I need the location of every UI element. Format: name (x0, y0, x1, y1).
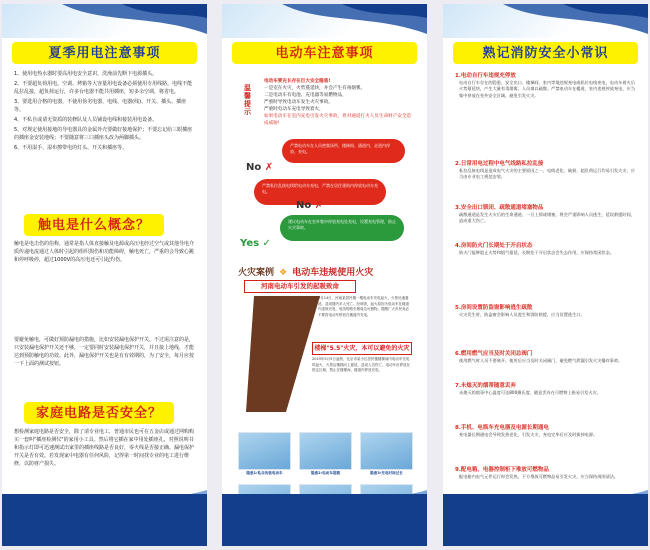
intro-line: 严重时导致电动车发生火灾事故。 (264, 100, 333, 105)
advice-bubble: 建议电动车在室外集中停放充电处充电，设置充电管理，防止火灾事故。 (280, 215, 404, 241)
list-item: 3、要选用合格的电器，不使用伪劣电器、电线、电器(线)、开关、插头、插座等。 (14, 99, 187, 113)
panel-ebike (222, 4, 427, 546)
hazard-thumb: 隐患2:电动车超载 (299, 432, 352, 480)
safety-section: 2.日常用电过程中电气线路私拉乱接 私拉乱接电线是造成电气火灾的主要原因之一，电线老化、破损、超负荷运行均易引发火灾，应当由专业电工规范安装。 (455, 161, 635, 180)
safety-section: 3.安全出口锁闭、疏散通道堵塞物品 疏散通道是发生火灾后的生命通道，一旦上锁或堵塞，将会严重影响人员逃生，延误救援时间，造成重大伤亡。 (455, 205, 635, 224)
flame-icon: ❖ (279, 268, 288, 278)
hazard-photo (238, 432, 291, 470)
safety-section: 6.燃用燃气应当及时关闭总阀门 使用燃气时人员不要离开，使用后应当及时关闭阀门，避免燃气泄漏引发火灾爆炸事故。 (455, 351, 623, 363)
case-text-2: 2019年5月5日凌晨，北京市某小区居民楼楼梯间内电动车充电时起火，火势沿楼梯向上蔓延，造成人员伤亡。电动车应停放在指定区域，禁止在楼梯间、楼道内停放充电。 (312, 357, 410, 373)
safety-section: 7.未熄灭的烟蒂随意丢弃 未熄灭的烟蒂中心温度可达800摄氏度，随意丢弃在可燃物上极易引发火灾。 (455, 383, 601, 395)
list-item: 2、不要超负荷用电。空调、烤箱等大容量用电设备必须使用专用线路。电线不能乱拉乱接，超负荷运行，许多台电器不能共用插座，短多余空调，将省电。 (14, 81, 193, 95)
panel-summer-electricity (2, 4, 207, 546)
intro-block (264, 78, 412, 127)
list-item: 4、不私自或请无资质的装修队及人员铺设电线和接装用电设备。 (14, 117, 158, 123)
bottom-band (222, 494, 427, 546)
wave-decoration (443, 4, 648, 38)
list-item: 1、使用电热水器时要高用电安全意识，洗澡前先断下电源插头。 (14, 71, 158, 77)
shock-text: 触电是电击伤的俗称，通常是指人体直接触及电源或高压电经过空气或其他导电介质传递电流通过人体时引起的组织损伤和功能障碍，触电死亡，严重的会导致心跳和停呼吸停，超过1000V的高压电还可引起灼伤。 (14, 241, 195, 263)
no-mark-1: No ✗ (246, 162, 274, 173)
safety-section: 4.房间防火门长期处于开启状态 防火门能够阻止火势和烟气蔓延，长期处于开启状态会失去作用，应保持常闭状态。 (455, 243, 614, 255)
shock-title: 触电是什么概念？ (24, 214, 164, 236)
warning-bubble-2: 严禁私拉乱接电线给电动车充电，严禁在居住建筑内停放电动车充电。 (254, 179, 386, 205)
safety-section: 8.手机、电瓶车充电器及电源长期通电 充电器长期通电会导致发热老化，引发火灾，充电完毕后应及时拔掉电源。 (455, 425, 598, 437)
case-banner-shape (246, 296, 320, 412)
bottom-band (443, 494, 648, 546)
no-mark-2: No ✗ (296, 200, 324, 211)
wave-decoration (2, 4, 207, 38)
case-title (238, 260, 414, 276)
cross-icon: ✗ (264, 162, 274, 173)
yes-mark: Yes ✓ (240, 238, 271, 249)
safety-section: 1.电动自行车违规充停放 电动自行车存在的隐患，安全出口、楼梯间、室内等地违规充电或私拉电线充电，电动车着火后火势蔓延快，产生大量有毒烟雾，人员难以疏散。严禁电动车在楼道、室内违规停放充电，应当集中停放在室外安全区域，避免引发火灾。 (455, 73, 635, 98)
summer-items (14, 70, 195, 154)
bottom-band (2, 494, 207, 546)
check-icon: ✓ (262, 238, 271, 249)
list-item: 5、对规定使用接地的导电器具的金属外壳要做好接地保护；不要忘记给三眼插座的插座金安装地线；不要随意将三口插座头改为两脚插头。 (14, 127, 193, 141)
home-text: 想检测家庭电路是否安全，除了请专业电工，普通市民也可在五金店或通过网购购买一套叫"插座检测仪"的家用小工具。然后将它插在家中用处插座孔，对照说明书和指示灯即可迅速测试出家里的插座线路是否良好，零火线是否接正确、漏电保护开关是否有效。若发现家中电器有任何风险，记得第一时间找专业的电工进行维修，以防财产损失。 (14, 429, 195, 467)
safety-section: 9.配电箱、电器控制柜下堆放可燃物品 配电箱内电气元件运行时会发热，下方堆放可燃物品易引发火灾，应当保持周围清洁。 (455, 467, 619, 479)
safety-section: 5.房间设置防盗窗影响逃生疏散 火灾发生时，防盗窗会影响人员逃生和消防救援，应当设置逃生口。 (455, 305, 585, 317)
warning-bubble-1: 严禁电动车在人员密集场所、楼梯间、通道内、走道内停放、充电。 (282, 139, 405, 163)
case-text-1: 2月14日，河南某居民楼一楼电动车充电起火，火势迅速蔓延，造成楼内多人死亡。经调查，起火原因为电动车在楼道内违规充电，电线短路引燃周边可燃物。提醒广大市民务必不要将电动车停放在楼道内充电。 (318, 296, 409, 317)
panel-fire-safety (443, 4, 648, 546)
intro-line: 如果电动车在室内充电引发火灾事故，将对通道打火人员生命财产安全造成威胁! (264, 114, 412, 126)
hazard-thumb: 隐患3:充电时间过长 (360, 432, 413, 480)
cross-icon: ✗ (314, 200, 324, 211)
intro-line: 严重时电动车充电导致着火， (264, 107, 324, 112)
page-title: 熟记消防安全小常识 (453, 42, 638, 64)
case-prefix: 火灾案例 (238, 268, 275, 278)
wave-decoration (222, 4, 427, 38)
case-title-text: 电动车违规使用火灾 (292, 268, 374, 278)
home-title: 家庭电路是否安全？ (24, 402, 174, 424)
hazard-photo (360, 432, 413, 470)
hazard-photo (299, 432, 352, 470)
leak-text: 要避免触电，可做好预防漏电的措施，比如安装漏电保护开关。不过需注意的是，只安装漏电保护开关还不够，一定要同时安装漏电保护开关，并且接上地线，才能达到预防触电的功效。此外，漏电保护开关也是有有效期的，为了安全，每月应按一下上面的测试按钮。 (14, 337, 195, 367)
case-subtitle-1: 河南电动车引发的起吸致命 (244, 280, 356, 293)
intro-line: 一是室在火灾，火势蔓延快，并会产生有毒烟雾。 (264, 86, 366, 91)
page-title: 夏季用电注意事项 (12, 42, 197, 64)
case-subtitle-2: 楼梯"5.5"火灾，本可以避免的火灾 (312, 342, 412, 355)
hazard-thumb: 隐患1:私自改装电动车 (238, 432, 291, 480)
page-title: 电动车注意事项 (232, 42, 417, 64)
intro-head: 电动车要充长存在巨大安全隐患! (264, 79, 331, 84)
intro-line: 二是电动车有电池、充电器等易燃物品， (264, 93, 347, 98)
list-item: 6、不用湿手、湿布擦带电的灯头、开关和插座等。 (14, 145, 128, 151)
side-label: 温馨提示 (244, 84, 251, 116)
